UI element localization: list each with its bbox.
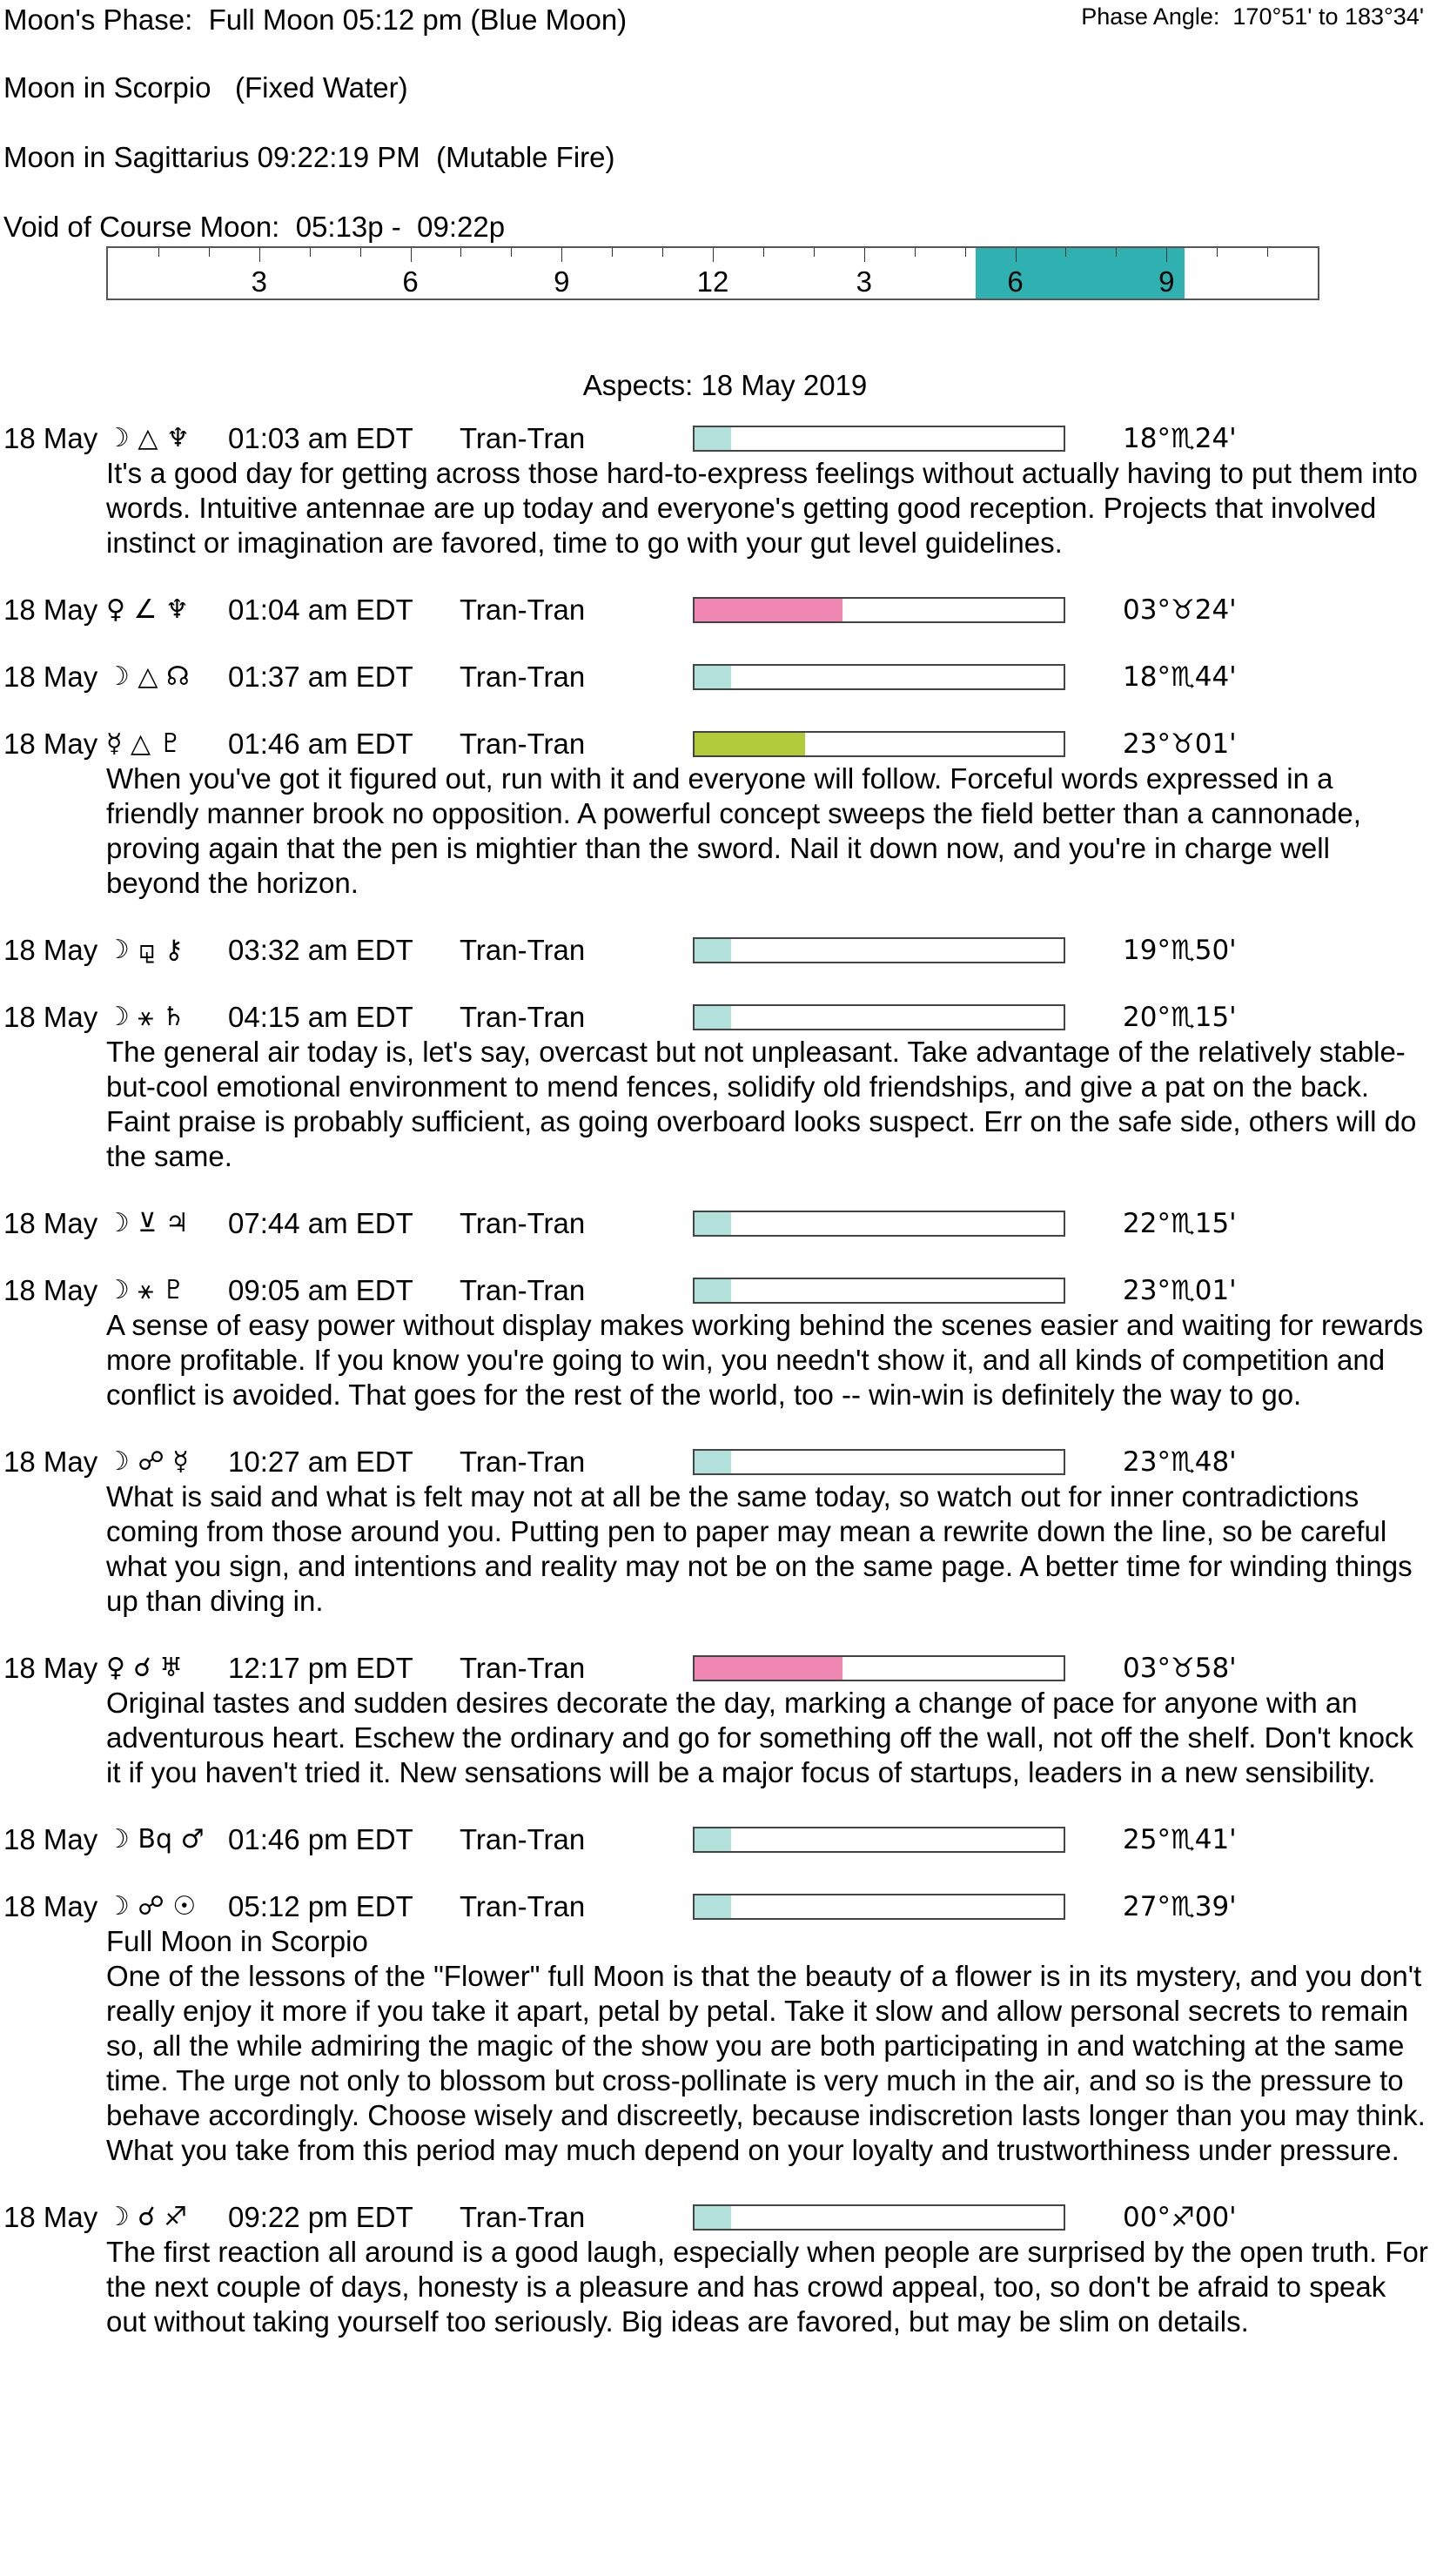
aspect-glyphs: ☽ ⚼ ⚷ xyxy=(106,935,184,965)
aspect-entry xyxy=(0,727,1450,901)
aspect-degree: 19°♏50' xyxy=(1123,935,1237,966)
aspect-type: Tran-Tran xyxy=(460,2201,586,2233)
aspect-line xyxy=(0,1206,1450,1241)
timeline-tick xyxy=(561,248,562,262)
aspect-entry xyxy=(0,1651,1450,1790)
timeline-tick xyxy=(1166,248,1167,262)
timeline-tick xyxy=(612,248,613,257)
aspect-time: 12:17 pm EDT xyxy=(228,1652,413,1684)
aspect-strength-bar xyxy=(693,1655,1065,1681)
timeline-label: 12 xyxy=(696,265,729,298)
aspect-strength-bar xyxy=(693,731,1065,757)
aspect-line xyxy=(0,1889,1450,1924)
aspect-degree: 22°♏15' xyxy=(1123,1208,1237,1239)
aspect-date: 18 May xyxy=(3,1001,98,1033)
aspect-entry xyxy=(0,1000,1450,1174)
aspect-strength-bar xyxy=(693,2204,1065,2231)
aspect-entry xyxy=(0,1822,1450,1857)
aspect-glyphs: ☽ △ ☊ xyxy=(106,661,190,692)
aspect-date: 18 May xyxy=(3,1652,98,1684)
timeline-tick xyxy=(1217,248,1218,257)
aspect-strength-fill xyxy=(695,599,842,621)
aspect-entry xyxy=(0,660,1450,694)
timeline-label: 9 xyxy=(1158,265,1175,298)
aspect-strength-bar xyxy=(693,426,1065,452)
aspect-glyphs: ☽ ⊻ ♃ xyxy=(106,1208,189,1238)
aspect-description: One of the lessons of the "Flower" full Moon is that the beauty of a flower is in its mystery, and you don't really enjoy it more if you take it apart, petal by petal. Take it slow and allow personal secrets to remain so, all the while admiring the magic of the show you are both participating in and watching at the same time. The urge not only to blossom but cross-pollinate is very much in the air, and so is the pressure to behave accordingly. Choose wisely and discreetly, because indiscretion lasts longer than you may think. What you take from this period may much depend on your loyalty and trustworthiness under pressure. xyxy=(106,1960,1426,2166)
aspect-degree: 23°♏01' xyxy=(1123,1275,1237,1306)
aspect-degree: 03°♉58' xyxy=(1123,1653,1237,1684)
timeline-tick xyxy=(158,248,159,257)
aspect-degree: 23°♏48' xyxy=(1123,1446,1237,1478)
aspect-strength-bar xyxy=(693,664,1065,690)
aspect-date: 18 May xyxy=(3,728,98,760)
aspect-date: 18 May xyxy=(3,594,98,626)
aspect-strength-fill xyxy=(695,1451,731,1473)
aspect-entry xyxy=(0,1206,1450,1241)
timeline-tick xyxy=(360,248,361,257)
aspect-time: 05:12 pm EDT xyxy=(228,1890,413,1922)
aspect-date: 18 May xyxy=(3,661,98,693)
aspect-description: A sense of easy power without display makes working behind the scenes easier and waiting for rewards more profitable. If you know you're going to win, you needn't show it, and all kinds of competition and conflict is avoided. That goes for the rest of the world, too -- win-win is definitely the way to go. xyxy=(106,1309,1424,1411)
aspect-description: It's a good day for getting across those hard-to-express feelings without actually having to put them into words. Intuitive antennae are up today and everyone's getting good reception. Projects that involved instinct or imagination are favored, time to go with your gut level guidelines. xyxy=(106,457,1418,559)
aspect-time: 01:04 am EDT xyxy=(228,594,413,626)
timeline-tick xyxy=(460,248,461,257)
aspect-subtitle: Full Moon in Scorpio xyxy=(106,1925,368,1957)
timeline-label: 3 xyxy=(856,265,872,298)
aspect-type: Tran-Tran xyxy=(460,934,586,966)
timeline-tick xyxy=(310,248,311,257)
aspect-line xyxy=(0,1000,1450,1035)
aspect-strength-bar xyxy=(693,1211,1065,1237)
timeline-tick xyxy=(411,248,412,262)
aspect-date: 18 May xyxy=(3,422,98,454)
aspect-degree: 03°♉24' xyxy=(1123,594,1237,626)
aspect-strength-fill xyxy=(695,2206,731,2229)
aspect-date: 18 May xyxy=(3,1446,98,1478)
aspect-line xyxy=(0,421,1450,456)
aspect-line xyxy=(0,1822,1450,1857)
aspect-type: Tran-Tran xyxy=(460,1652,586,1684)
aspect-date: 18 May xyxy=(3,1823,98,1855)
aspect-time: 01:37 am EDT xyxy=(228,661,413,693)
aspect-strength-fill xyxy=(695,1212,731,1235)
aspect-strength-fill xyxy=(695,1657,842,1680)
aspect-date: 18 May xyxy=(3,934,98,966)
phase-angle: Phase Angle: 170°51' to 183°34' xyxy=(1081,3,1424,30)
timeline-tick xyxy=(1116,248,1117,257)
void-of-course: Void of Course Moon: 05:13p - 09:22p xyxy=(3,211,506,243)
aspect-degree: 23°♉01' xyxy=(1123,728,1237,760)
aspect-strength-bar xyxy=(693,597,1065,623)
aspect-line xyxy=(0,593,1450,627)
aspect-entry xyxy=(0,933,1450,968)
aspect-description: What is said and what is felt may not at all be the same today, so watch out for inner contradictions coming from those around you. Putting pen to paper may mean a rewrite down the line, so be careful what you sign, and intentions and reality may not be on the same page. A better time for winding things up than diving in. xyxy=(106,1480,1413,1617)
aspect-strength-bar xyxy=(693,1004,1065,1030)
aspect-type: Tran-Tran xyxy=(460,1207,586,1239)
aspect-time: 03:32 am EDT xyxy=(228,934,413,966)
aspect-type: Tran-Tran xyxy=(460,1446,586,1478)
aspect-strength-bar xyxy=(693,1827,1065,1853)
aspect-time: 01:46 am EDT xyxy=(228,728,413,760)
timeline-tick xyxy=(662,248,663,257)
timeline-tick xyxy=(1016,248,1017,262)
timeline-tick xyxy=(814,248,815,257)
aspect-line xyxy=(0,933,1450,968)
aspect-time: 07:44 am EDT xyxy=(228,1207,413,1239)
aspect-line xyxy=(0,1273,1450,1308)
aspect-time: 10:27 am EDT xyxy=(228,1446,413,1478)
aspect-line xyxy=(0,660,1450,694)
timeline-label: 6 xyxy=(402,265,419,298)
aspect-line xyxy=(0,727,1450,761)
timeline-tick xyxy=(209,248,210,257)
aspect-strength-fill xyxy=(695,666,731,688)
timeline-tick xyxy=(511,248,512,257)
aspect-glyphs: ☽ ☍ ☿ xyxy=(106,1446,189,1477)
aspect-glyphs: ☽ ☍ ☉ xyxy=(106,1891,197,1922)
aspect-date: 18 May xyxy=(3,1207,98,1239)
aspect-strength-fill xyxy=(695,1006,731,1029)
aspect-strength-fill xyxy=(695,427,731,450)
aspect-time: 09:22 pm EDT xyxy=(228,2201,413,2233)
aspect-description: Original tastes and sudden desires decorate the day, marking a change of pace for anyone with an adventurous heart. Eschew the ordinary and go for something off the wall, not off the shelf. Don't knock it if you haven't tried it. New sensations will be a major focus of startups, leaders in a new sensibility. xyxy=(106,1687,1413,1788)
aspect-glyphs: ♀ ☌ ♅ xyxy=(106,1653,184,1683)
aspects-list xyxy=(0,421,1450,2371)
aspect-line xyxy=(0,1445,1450,1479)
aspect-strength-bar xyxy=(693,1894,1065,1920)
aspect-description: The general air today is, let's say, overcast but not unpleasant. Take advantage of the relatively stable-but-cool emotional environment to mend fences, solidify old friendships, and give a pat on the back. Faint praise is probably sufficient, as going overboard looks suspect. Err on the safe side, others will do the same. xyxy=(106,1036,1417,1172)
aspect-entry xyxy=(0,1889,1450,2168)
timeline-tick xyxy=(915,248,916,257)
aspect-strength-bar xyxy=(693,1278,1065,1304)
aspect-degree: 18°♏44' xyxy=(1123,661,1237,693)
timeline-tick xyxy=(259,248,260,262)
aspect-date: 18 May xyxy=(3,2201,98,2233)
aspect-glyphs: ☽ ☌ ♐ xyxy=(106,2202,188,2232)
aspect-glyphs: ☽ △ ♆ xyxy=(106,423,190,453)
timeline-tick xyxy=(1267,248,1268,257)
aspect-degree: 27°♏39' xyxy=(1123,1891,1237,1922)
aspect-date: 18 May xyxy=(3,1890,98,1922)
aspect-description: When you've got it figured out, run with it and everyone will follow. Forceful words expressed in a friendly manner brook no opposition. A powerful concept sweeps the field better than a cannonade, proving again that the pen is mightier than the sword. Nail it down now, and you're in charge well beyond the horizon. xyxy=(106,762,1361,899)
aspect-glyphs: ☿ △ ♇ xyxy=(106,728,183,759)
timeline-label: 6 xyxy=(1007,265,1024,298)
aspect-degree: 25°♏41' xyxy=(1123,1824,1237,1855)
aspect-date: 18 May xyxy=(3,1274,98,1306)
timeline-label: 3 xyxy=(251,265,267,298)
aspect-type: Tran-Tran xyxy=(460,661,586,693)
moon-phase-line: Moon's Phase: Full Moon 05:12 pm (Blue Moon) xyxy=(3,3,628,36)
aspect-type: Tran-Tran xyxy=(460,1890,586,1922)
aspect-glyphs: ☽ Bq ♂ xyxy=(106,1824,205,1855)
moon-sign-sagittarius: Moon in Sagittarius 09:22:19 PM (Mutable Fire) xyxy=(3,141,615,173)
aspect-entry xyxy=(0,1445,1450,1619)
timeline-tick xyxy=(1065,248,1066,257)
aspect-line xyxy=(0,2200,1450,2235)
void-of-course-timeline xyxy=(106,246,1319,300)
aspect-time: 09:05 am EDT xyxy=(228,1274,413,1306)
aspect-time: 04:15 am EDT xyxy=(228,1001,413,1033)
aspect-time: 01:46 pm EDT xyxy=(228,1823,413,1855)
aspect-strength-fill xyxy=(695,939,731,962)
aspect-glyphs: ♀ ∠ ♆ xyxy=(106,594,189,625)
aspect-entry xyxy=(0,2200,1450,2339)
timeline-label: 9 xyxy=(554,265,570,298)
aspect-type: Tran-Tran xyxy=(460,594,586,626)
aspect-entry xyxy=(0,421,1450,560)
aspect-degree: 20°♏15' xyxy=(1123,1002,1237,1033)
aspect-type: Tran-Tran xyxy=(460,728,586,760)
aspect-type: Tran-Tran xyxy=(460,1274,586,1306)
aspect-strength-fill xyxy=(695,1895,731,1918)
aspect-line xyxy=(0,1651,1450,1686)
aspect-strength-fill xyxy=(695,1828,731,1851)
moon-sign-scorpio: Moon in Scorpio (Fixed Water) xyxy=(3,71,408,104)
aspect-type: Tran-Tran xyxy=(460,1823,586,1855)
aspect-type: Tran-Tran xyxy=(460,1001,586,1033)
aspect-entry xyxy=(0,1273,1450,1412)
aspect-strength-bar xyxy=(693,937,1065,963)
aspect-time: 01:03 am EDT xyxy=(228,422,413,454)
aspect-strength-fill xyxy=(695,733,805,755)
timeline-tick xyxy=(713,248,714,262)
aspect-entry xyxy=(0,593,1450,627)
timeline-tick xyxy=(965,248,966,257)
aspect-strength-bar xyxy=(693,1449,1065,1475)
aspect-description: The first reaction all around is a good laugh, especially when people are surprised by the open truth. For the next couple of days, honesty is a pleasure and has crowd appeal, too, so don't be afraid to speak out without taking yourself too seriously. Big ideas are favored, but may be slim on details. xyxy=(106,2236,1428,2338)
timeline-tick xyxy=(864,248,865,262)
aspects-title: Aspects: 18 May 2019 xyxy=(582,369,868,401)
aspect-degree: 00°♐00' xyxy=(1123,2202,1237,2233)
aspect-type: Tran-Tran xyxy=(460,422,586,454)
aspect-strength-fill xyxy=(695,1279,731,1302)
aspect-glyphs: ☽ ⚹ ♄ xyxy=(106,1002,185,1032)
timeline-tick xyxy=(763,248,764,257)
aspect-glyphs: ☽ ⚹ ♇ xyxy=(106,1275,185,1305)
aspect-degree: 18°♏24' xyxy=(1123,423,1237,454)
